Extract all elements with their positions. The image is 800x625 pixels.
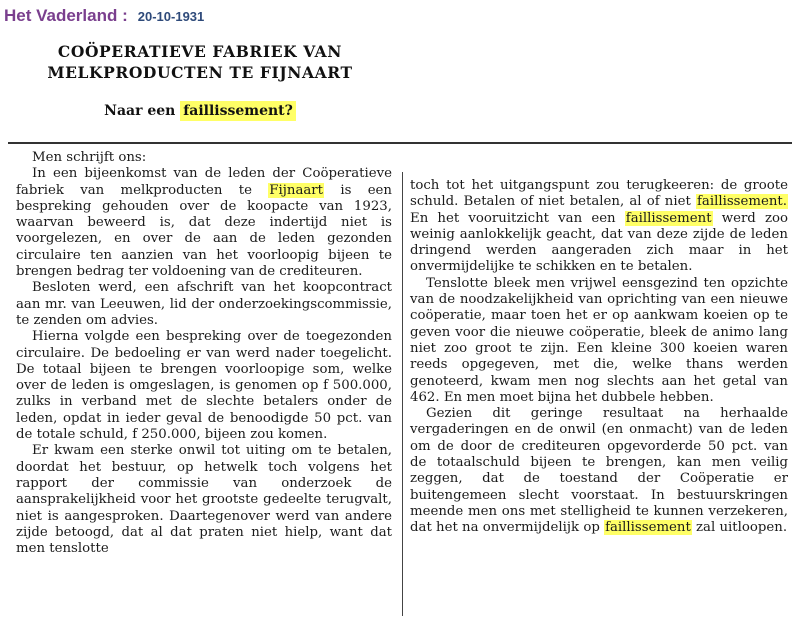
p4-cont-text-b: En het vooruitzicht van een xyxy=(410,210,625,226)
article-paragraph-1 xyxy=(16,166,392,280)
subhead-highlight: faillissement? xyxy=(180,101,296,121)
column-top-rule xyxy=(8,142,792,144)
p4-cont-highlight-2: faillissement xyxy=(625,210,712,226)
headline-line-2: MELKPRODUCTEN TE FIJNAART xyxy=(47,63,353,82)
article-intro: Men schrijft ons: xyxy=(32,150,147,165)
p6-highlight: faillissement xyxy=(605,520,691,536)
source-bar xyxy=(4,6,204,30)
p1-highlight: Fijnaart xyxy=(269,182,324,198)
article-column-right xyxy=(410,178,788,537)
p1-text-b: is een bespreking gehouden over de koopacte van 1923, waarvan beweerd is, dat deze indertijd niet is voorgelezen, en over de aan de leden gezonden circulaire ten aanzien van het voorloopig bijeen te brengen bedrag ter voldoening van de crediteuren. xyxy=(16,182,392,280)
article-paragraph-3: Hierna volgde een bespreking over de toegezonden circulaire. De bedoeling er van werd nader toegelicht. De totaal bijeen te brengen voorloopige som, welke over de leden is omgeslagen, is genomen op f 500.000, zulks in verband met de slechte betalers onder de leden, opdat in ieder geval de benoodigde 50 pct. van de totale schuld, f 250.000, bijeen zou komen. xyxy=(16,329,392,443)
p4-cont-highlight-1: faillissement. xyxy=(697,194,787,210)
p4-cont-text-a: toch tot het uitgangspunt zou terugkeeren: de groote schuld. Betalen of niet betalen, al of niet xyxy=(410,178,788,210)
article-paragraph-6 xyxy=(410,406,788,536)
p1-text-a: In een bijeenkomst van de leden der Coöperatieve fabriek van melkproducten te xyxy=(16,166,392,198)
article-paragraph-4: Er kwam een sterke onwil tot uiting om te betalen, doordat het bestuur, op hetwelk toch volgens het rapport der commissie van onderzoek de aansprakelijkheid voor het grootste gedeelte terugvalt, niet is aangesproken. Daartegenover werd van andere zijde betoogd, dat al dat praten niet hielp, want dat men tenslotte xyxy=(16,443,392,557)
article-paragraph-5: Tenslotte bleek men vrijwel eensgezind ten opzichte van de noodzakelijkheid van oprichting van een nieuwe coöperatie, maar toen het er op aankwam koeien op te geven voor die nieuwe coöperatie, bleek de animo lang niet zoo groot te zijn. Een kleine 300 koeien waren reeds opgegeven, met die, welke thans werden genoteerd, kwam men nog slechts aan het getal van 462. En men moet bijna het dubbele hebben. xyxy=(410,275,788,405)
column-divider xyxy=(402,172,403,616)
newspaper-name: Het Vaderland : xyxy=(4,6,128,25)
publication-date: 20-10-1931 xyxy=(137,9,205,24)
subhead-prefix: Naar een xyxy=(104,103,181,119)
p6-text-b: zal uitloopen. xyxy=(691,520,788,536)
p4-cont-text-c: werd zoo weinig aanlokkelijk geacht, dat van deze zijde de leden dringend werden aangeraden zich maar in het onvermijdelijke te schikken en te betalen. xyxy=(410,210,788,275)
headline-line-1: COÖPERATIEVE FABRIEK VAN xyxy=(57,42,343,61)
subheadline xyxy=(20,103,380,119)
p6-text-a: Gezien dit geringe resultaat na herhaalde vergaderingen en de onwil (en onmacht) van de leden om de door de crediteuren opgevorderde 50 pct. van de totaalschuld bijeen te brengen, kan men veilig zeggen, dat de toestand der Coöperatie er buitengemeen slecht voorstaat. In bestuurskringen meende men ons met stelligheid te kunnen verzekeren, dat het na onvermijdelijk op xyxy=(410,406,788,536)
article-column-left xyxy=(16,150,392,557)
article-paragraph-4-continued xyxy=(410,178,788,276)
article-paragraph-2: Besloten werd, een afschrift van het koopcontract aan mr. van Leeuwen, lid der onderzoekingscommissie, te zenden om advies. xyxy=(16,280,392,328)
